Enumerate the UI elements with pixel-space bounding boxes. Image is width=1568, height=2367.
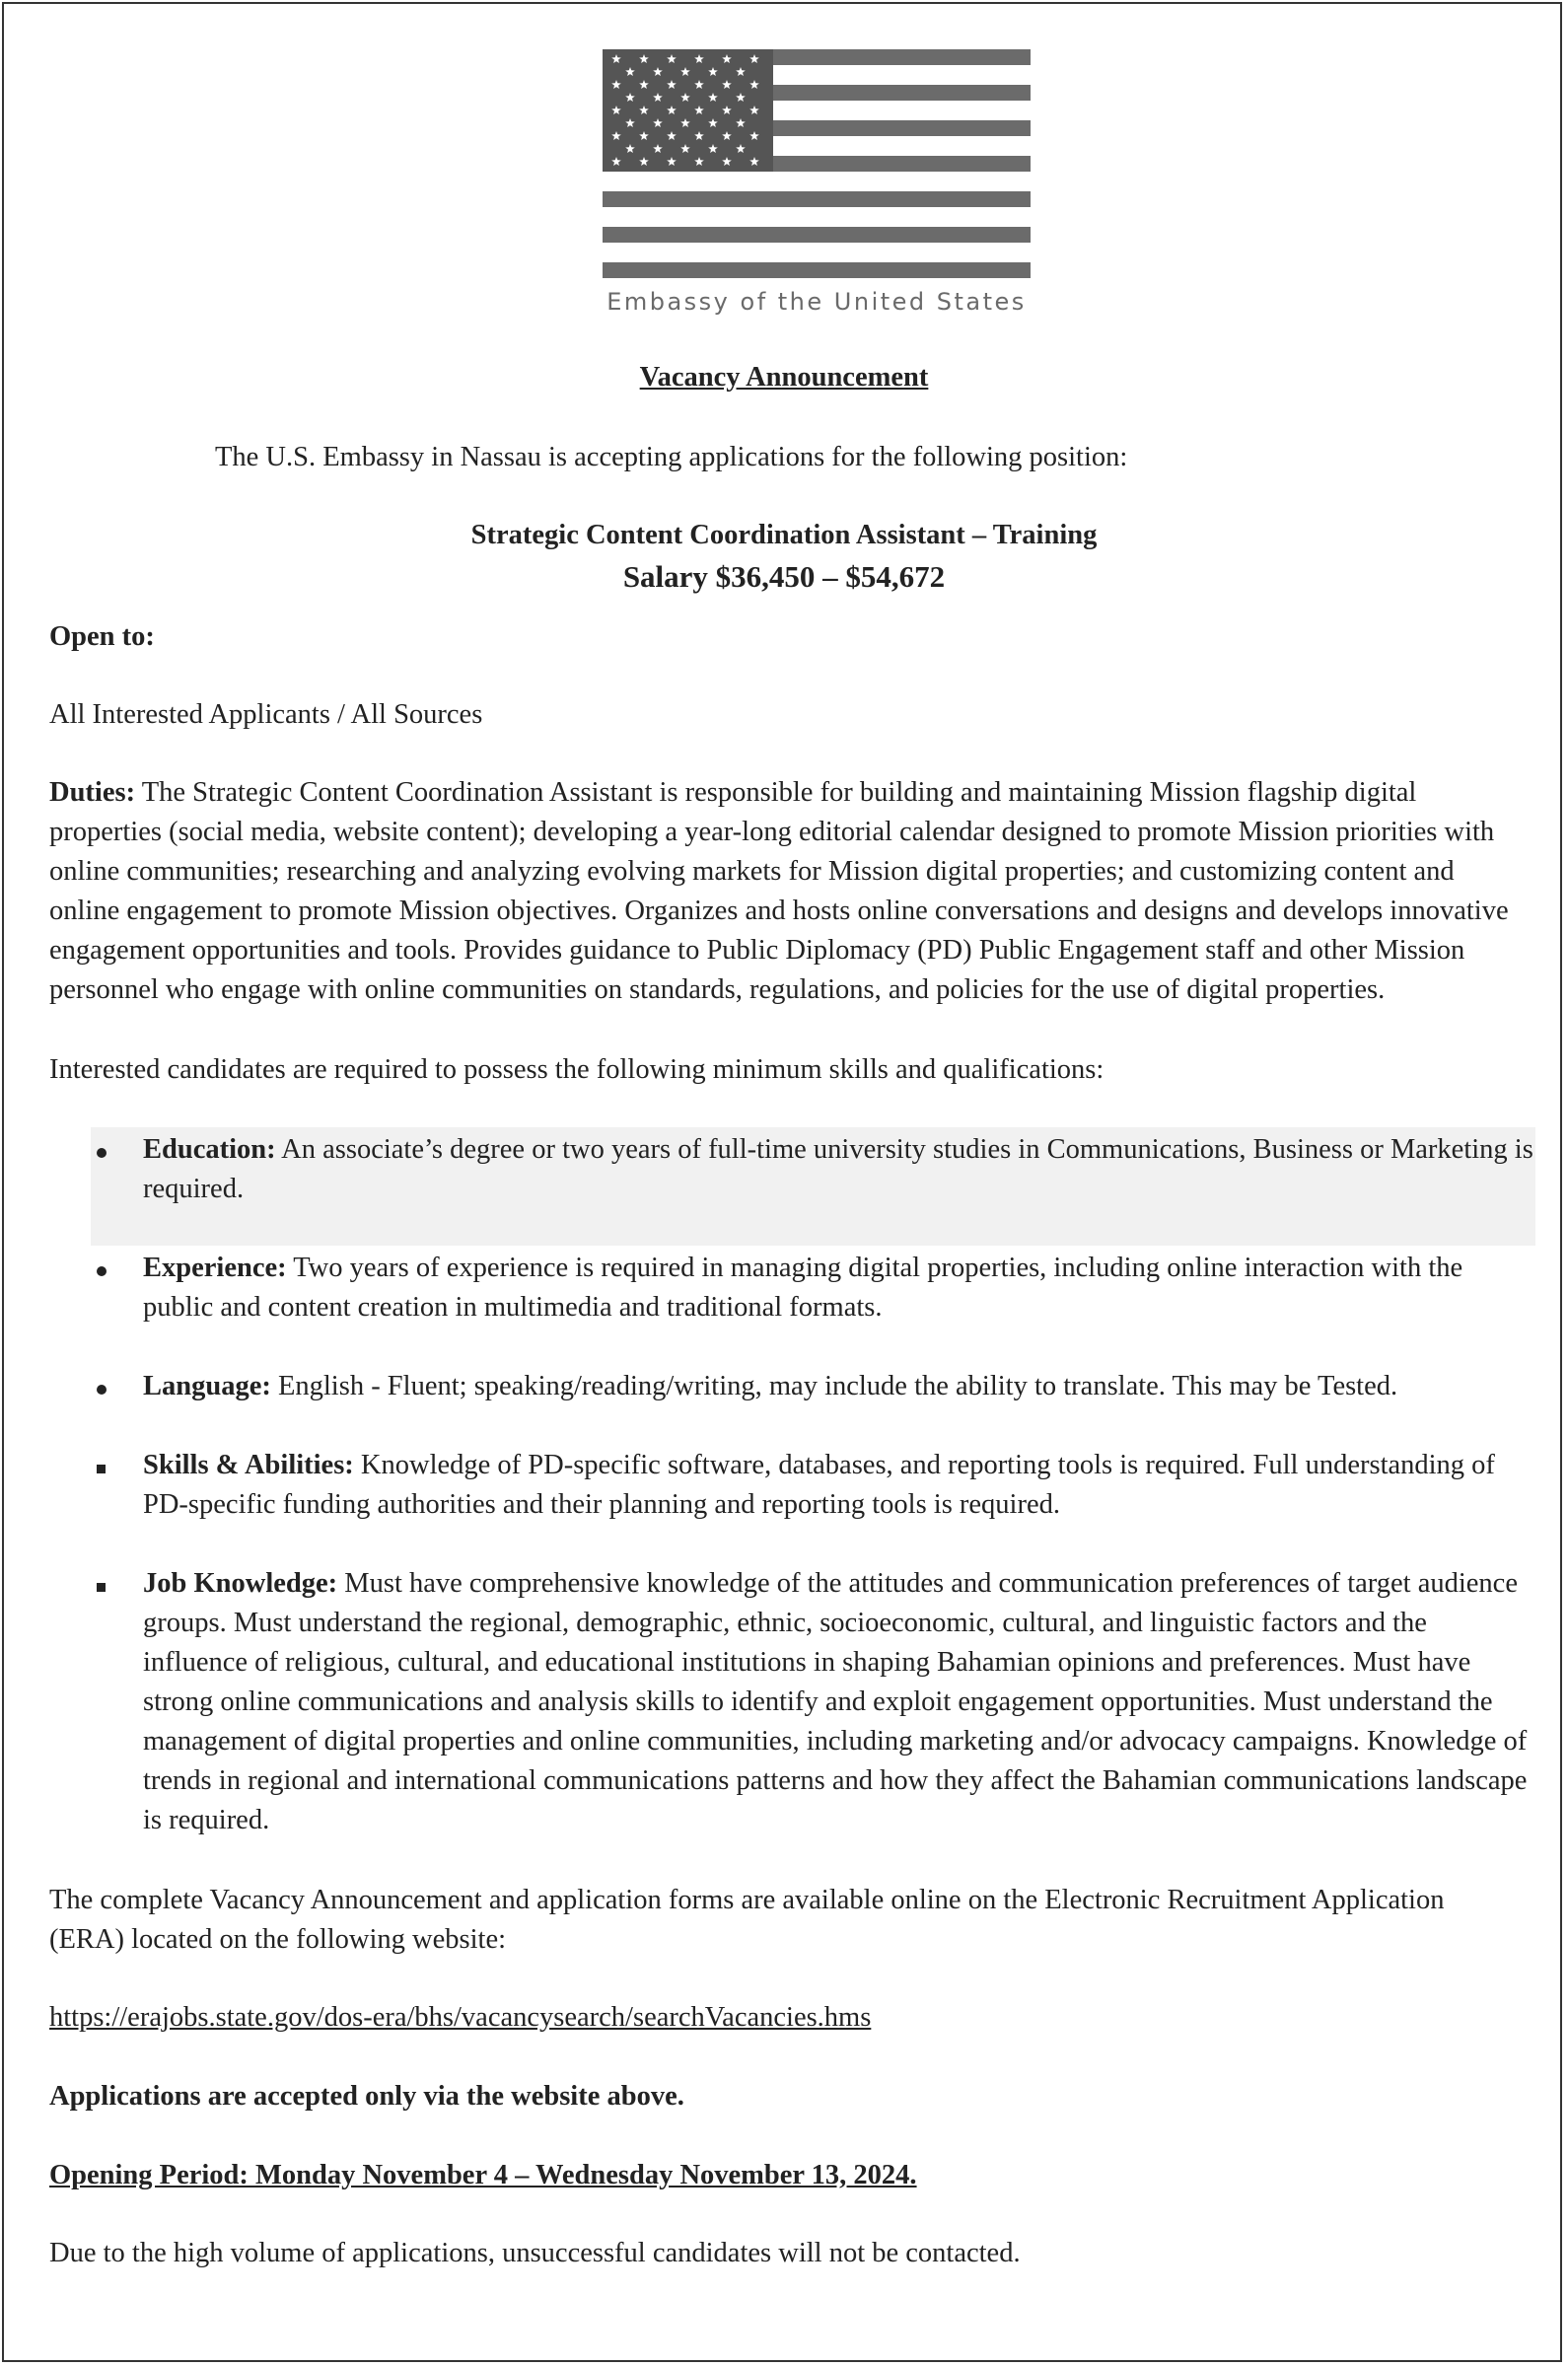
- era-website-link[interactable]: https://erajobs.state.gov/dos-era/bhs/vacancysearch/searchVacancies.hms: [49, 2002, 872, 2033]
- requirement-text: Experience: Two years of experience is required in managing digital properties, including online interaction with the public and content creation in multimedia and traditional formats.: [143, 1253, 1463, 1323]
- requirement-text: Language: English - Fluent; speaking/reading/writing, may include the ability to translate. This may be Tested.: [143, 1371, 1398, 1401]
- bullet-square-icon: [89, 1564, 118, 1604]
- requirement-text: Skills & Abilities: Knowledge of PD-specific software, databases, and reporting tools is required. Full understanding of PD-specific funding authorities and their planning and reporting tools is required.: [143, 1450, 1495, 1520]
- availability-paragraph: The complete Vacancy Announcement and application forms are available online on the Electronic Recruitment Application (ERA) located on the following website:: [49, 1885, 1445, 1955]
- us-flag-icon: [603, 49, 1031, 278]
- requirement-label: Language:: [143, 1371, 271, 1401]
- duties-label: Duties:: [49, 777, 136, 808]
- bullet-dot-icon: [89, 1367, 118, 1406]
- requirements-intro: Interested candidates are required to possess the following minimum skills and qualifications:: [49, 1054, 1105, 1085]
- requirement-label: Job Knowledge:: [143, 1568, 338, 1599]
- open-to-label: Open to:: [49, 621, 155, 652]
- requirement-label: Education:: [143, 1134, 276, 1165]
- opening-period: Opening Period: Monday November 4 – Wednesday November 13, 2024.: [49, 2160, 917, 2190]
- accepted-only-notice: Applications are accepted only via the website above.: [49, 2081, 684, 2112]
- requirement-label: Skills & Abilities:: [143, 1450, 354, 1480]
- requirement-label: Experience:: [143, 1253, 287, 1283]
- requirement-text: Job Knowledge: Must have comprehensive knowledge of the attitudes and communication preferences of target audience groups. Must understand the regional, demographic, ethnic, socioeconomic, cultural, and linguistic factors and the influence of religious, cultural, and educational institutions in shaping Bahamian opinions and preferences. Must have strong online communications and analysis skills to identify and exploit engagement opportunities. Must understand the management of digital properties and online communities, including marketing and/or advocacy campaigns. Knowledge of trends in regional and international communications patterns and how they affect the Bahamian communications landscape is required.: [143, 1568, 1528, 1835]
- position-title: Strategic Content Coordination Assistant – Training: [470, 520, 1098, 550]
- intro-line: The U.S. Embassy in Nassau is accepting applications for the following position:: [215, 442, 1128, 472]
- unsuccessful-notice: Due to the high volume of applications, unsuccessful candidates will not be contacted.: [49, 2238, 1021, 2268]
- requirement-text: Education: An associate’s degree or two years of full-time university studies in Communications, Business or Marketing is required.: [143, 1134, 1533, 1204]
- bullet-dot-icon: [89, 1130, 118, 1170]
- bullet-square-icon: [89, 1446, 118, 1485]
- announcement-title: Vacancy Announcement: [639, 362, 929, 393]
- embassy-caption: Embassy of the United States: [606, 288, 1027, 316]
- bullet-dot-icon: [89, 1249, 118, 1288]
- open-to-value: All Interested Applicants / All Sources: [49, 699, 483, 730]
- duties-text: The Strategic Content Coordination Assistant is responsible for building and maintaining Mission flagship digital properties (social media, website content); developing a year-long editorial calendar designed to promote Mission priorities with online communities; researching and analyzing evolving markets for Mission digital properties; and customizing content and online engagement to promote Mission objectives. Organizes and hosts online conversations and designs and develops innovative engagement opportunities and tools. Provides guidance to Public Diplomacy (PD) Public Engagement staff and other Mission personnel who engage with online communities on standards, regulations, and policies for the use of digital properties.: [49, 777, 1509, 1005]
- duties-paragraph: [49, 773, 1529, 1010]
- salary-line: Salary $36,450 – $54,672: [622, 559, 946, 594]
